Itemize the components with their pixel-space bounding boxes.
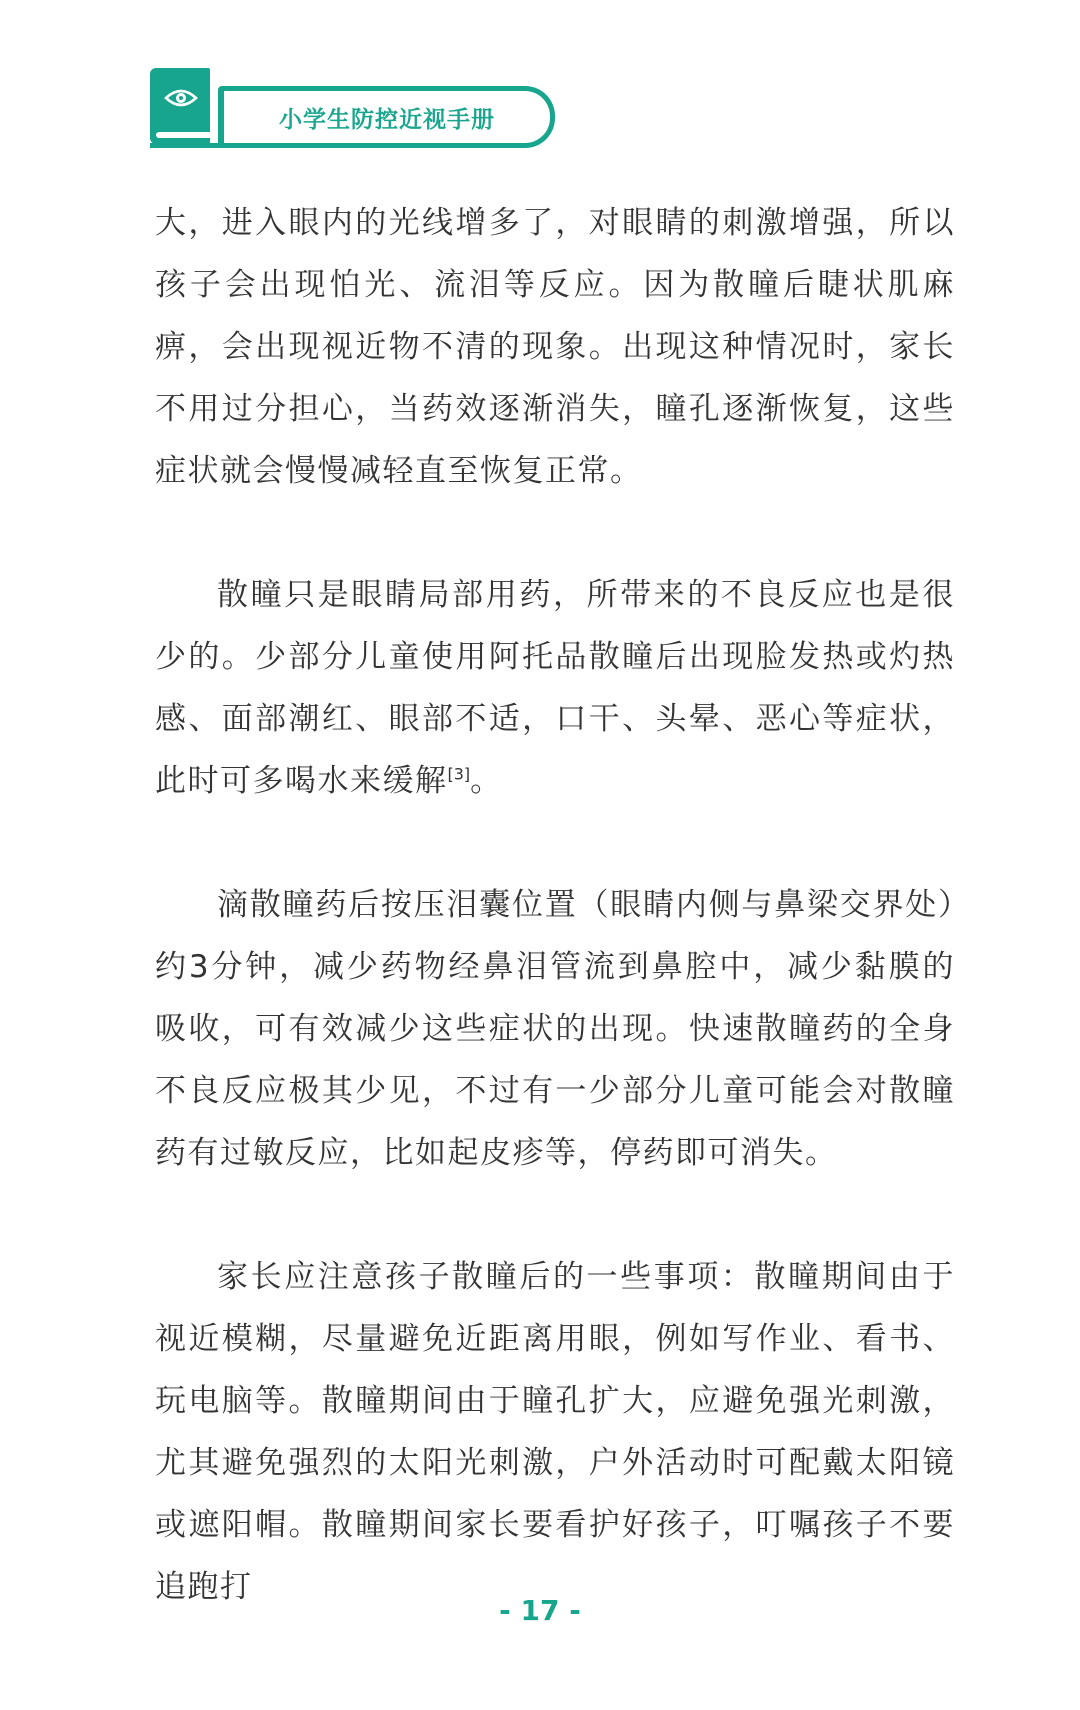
- citation-marker: [3]: [447, 764, 471, 784]
- paragraph-2-text: 散瞳只是眼睛局部用药，所带来的不良反应也是很少的。少部分儿童使用阿托品散瞳后出现脸发热或灼热感、面部潮红、眼部不适，口干、头晕、恶心等症状，此时可多喝水来缓解: [155, 577, 955, 799]
- book-icon: [150, 68, 210, 144]
- header-title: 小学生防控近视手册: [279, 106, 495, 133]
- paragraph-4: 家长应注意孩子散瞳后的一些事项：散瞳期间由于视近模糊，尽量避免近距离用眼，例如写作业、看书、玩电脑等。散瞳期间由于瞳孔扩大，应避免强光刺激，尤其避免强烈的太阳光刺激，户外活动时可配戴太阳镜或遮阳帽。散瞳期间家长要看护好孩子，叮嘱孩子不要追跑打: [155, 1259, 955, 1605]
- eye-icon: [164, 86, 198, 110]
- paragraph-3: 滴散瞳药后按压泪囊位置（眼睛内侧与鼻梁交界处）约3分钟，减少药物经鼻泪管流到鼻腔中，减少黏膜的吸收，可有效减少这些症状的出现。快速散瞳药的全身不良反应极其少见，不过有一少部分儿童可能会对散瞳药有过敏反应，比如起皮疹等，停药即可消失。: [155, 887, 955, 1171]
- article-body: [155, 192, 955, 1680]
- paragraph-2: [155, 564, 955, 812]
- handbook-header: [150, 66, 560, 150]
- book-page-edge: [156, 132, 210, 138]
- page-number: - 17 -: [499, 1594, 581, 1627]
- header-title-frame: [218, 86, 555, 148]
- paragraph-1: 大，进入眼内的光线增多了，对眼睛的刺激增强，所以孩子会出现怕光、流泪等反应。因为散瞳后睫状肌麻痹，会出现视近物不清的现象。出现这种情况时，家长不用过分担心，当药效逐渐消失，瞳孔逐渐恢复，这些症状就会慢慢减轻直至恢复正常。: [155, 205, 955, 489]
- paragraph-2-tail: 。: [470, 763, 503, 799]
